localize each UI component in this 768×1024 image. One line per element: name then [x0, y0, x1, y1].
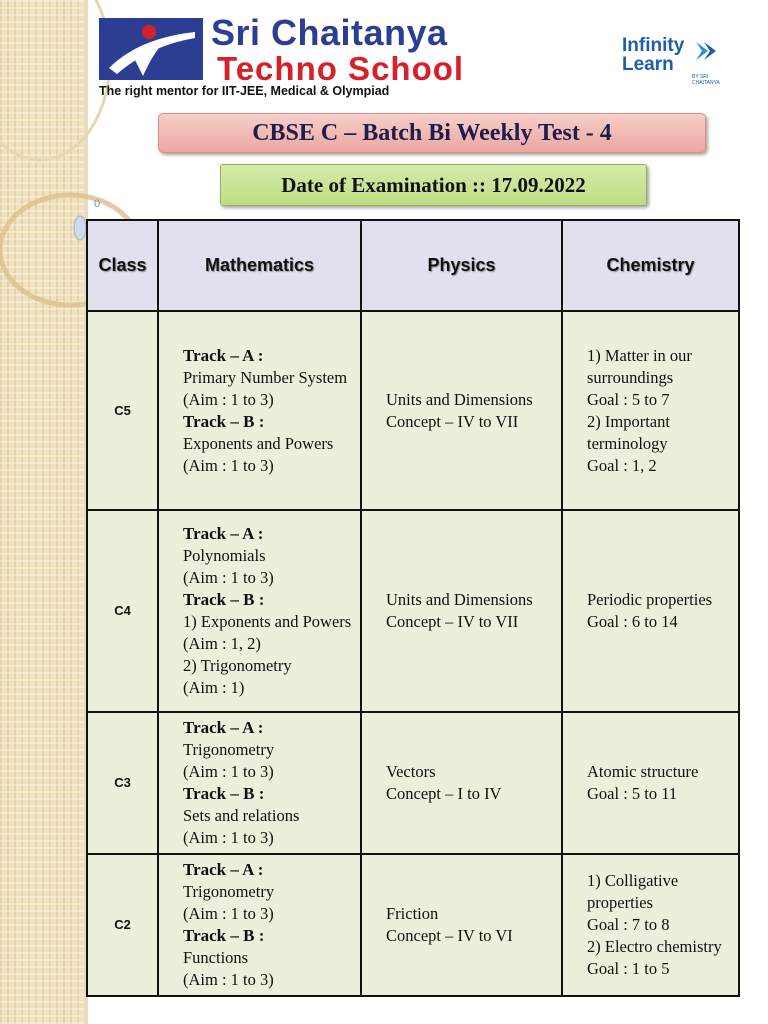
physics-concept: Concept – IV to VII	[386, 612, 519, 631]
topic: Polynomials	[183, 546, 266, 565]
math-cell	[158, 712, 361, 854]
aim: (Aim : 1 to 3)	[183, 762, 274, 781]
aim: (Aim : 1 to 3)	[183, 455, 274, 475]
class-cell: C3	[87, 712, 158, 854]
partner-logo-line2: Learn	[622, 54, 674, 75]
arrow-icon	[694, 38, 720, 64]
physics-topic: Vectors	[386, 762, 436, 781]
logo-tagline: The right mentor for IIT-JEE, Medical & Olympiad	[99, 84, 390, 98]
logo-subtitle: Techno School	[217, 50, 465, 87]
physics-topic: Units and Dimensions	[386, 590, 533, 609]
topic: 2) Trigonometry	[183, 656, 292, 675]
track-b-label: Track – B :	[183, 926, 265, 945]
track-a-label: Track – A :	[183, 718, 264, 737]
chemistry-cell	[562, 712, 739, 854]
chemistry-cell	[562, 311, 739, 510]
table-row	[87, 510, 739, 712]
physics-cell	[361, 510, 562, 712]
physics-concept: Concept – I to IV	[386, 784, 502, 803]
topic: Trigonometry	[183, 882, 275, 901]
column-header-physics: Physics	[361, 220, 562, 311]
physics-topic: Units and Dimensions	[386, 389, 533, 409]
school-emblem-icon	[99, 18, 203, 88]
table-row	[87, 311, 739, 510]
column-header-chemistry: Chemistry	[562, 220, 739, 311]
exam-date: Date of Examination :: 17.09.2022	[220, 164, 647, 206]
column-header-class: Class	[87, 220, 158, 311]
chem-line: Periodic properties	[587, 590, 713, 609]
aim: (Aim : 1 to 3)	[183, 389, 274, 409]
table-row	[87, 854, 739, 996]
topic: Sets and relations	[183, 806, 300, 825]
class-cell: C4	[87, 510, 158, 712]
slide-marker: 0	[94, 198, 101, 210]
chem-line: Goal : 1 to 5	[587, 959, 670, 978]
chem-line: Goal : 7 to 8	[587, 915, 670, 934]
physics-concept: Concept – IV to VII	[386, 411, 519, 431]
chem-line: Goal : 6 to 14	[587, 612, 678, 631]
aim: (Aim : 1 to 3)	[183, 904, 274, 923]
aim: (Aim : 1, 2)	[183, 634, 261, 653]
math-cell	[158, 311, 361, 510]
partner-logo-line1: Infinity	[622, 35, 685, 56]
partner-logo	[622, 36, 732, 86]
chem-line: Goal : 5 to 11	[587, 784, 678, 803]
chem-line: Atomic structure	[587, 762, 699, 781]
table-header-row	[87, 220, 739, 311]
track-b-label: Track – B :	[183, 411, 265, 431]
class-cell: C5	[87, 311, 158, 510]
chem-line: Goal : 5 to 7	[587, 389, 670, 409]
aim: (Aim : 1 to 3)	[183, 568, 274, 587]
chem-line: Goal : 1, 2	[587, 455, 657, 475]
aim: (Aim : 1 to 3)	[183, 970, 274, 989]
math-cell	[158, 510, 361, 712]
table-row	[87, 712, 739, 854]
partner-logo-small: BY SRI CHAITANYA	[692, 74, 720, 86]
topic: Primary Number System	[183, 367, 348, 387]
class-cell: C2	[87, 854, 158, 996]
track-a-label: Track – A :	[183, 524, 264, 543]
physics-cell	[361, 854, 562, 996]
track-b-label: Track – B :	[183, 784, 265, 803]
topic: 1) Exponents and Powers	[183, 612, 352, 631]
school-logo	[99, 14, 589, 102]
topic: Trigonometry	[183, 740, 275, 759]
chem-line: 2) Important terminology	[587, 411, 670, 453]
physics-cell	[361, 311, 562, 510]
math-cell	[158, 854, 361, 996]
physics-concept: Concept – IV to VI	[386, 926, 513, 945]
track-a-label: Track – A :	[183, 860, 264, 879]
topic: Exponents and Powers	[183, 433, 334, 453]
physics-cell	[361, 712, 562, 854]
track-b-label: Track – B :	[183, 590, 265, 609]
track-a-label: Track – A :	[183, 345, 264, 365]
aim: (Aim : 1 to 3)	[183, 828, 274, 847]
chemistry-cell	[562, 510, 739, 712]
physics-topic: Friction	[386, 904, 439, 923]
column-header-mathematics: Mathematics	[158, 220, 361, 311]
logo-title: Sri Chaitanya	[211, 12, 448, 53]
aim: (Aim : 1)	[183, 678, 245, 697]
topic: Functions	[183, 948, 249, 967]
chem-line: 1) Colligative properties	[587, 871, 679, 912]
chem-line: 1) Matter in our surroundings	[587, 345, 692, 387]
schedule-table	[86, 219, 740, 997]
chem-line: 2) Electro chemistry	[587, 937, 722, 956]
test-title: CBSE C – Batch Bi Weekly Test - 4	[158, 113, 706, 153]
chemistry-cell	[562, 854, 739, 996]
